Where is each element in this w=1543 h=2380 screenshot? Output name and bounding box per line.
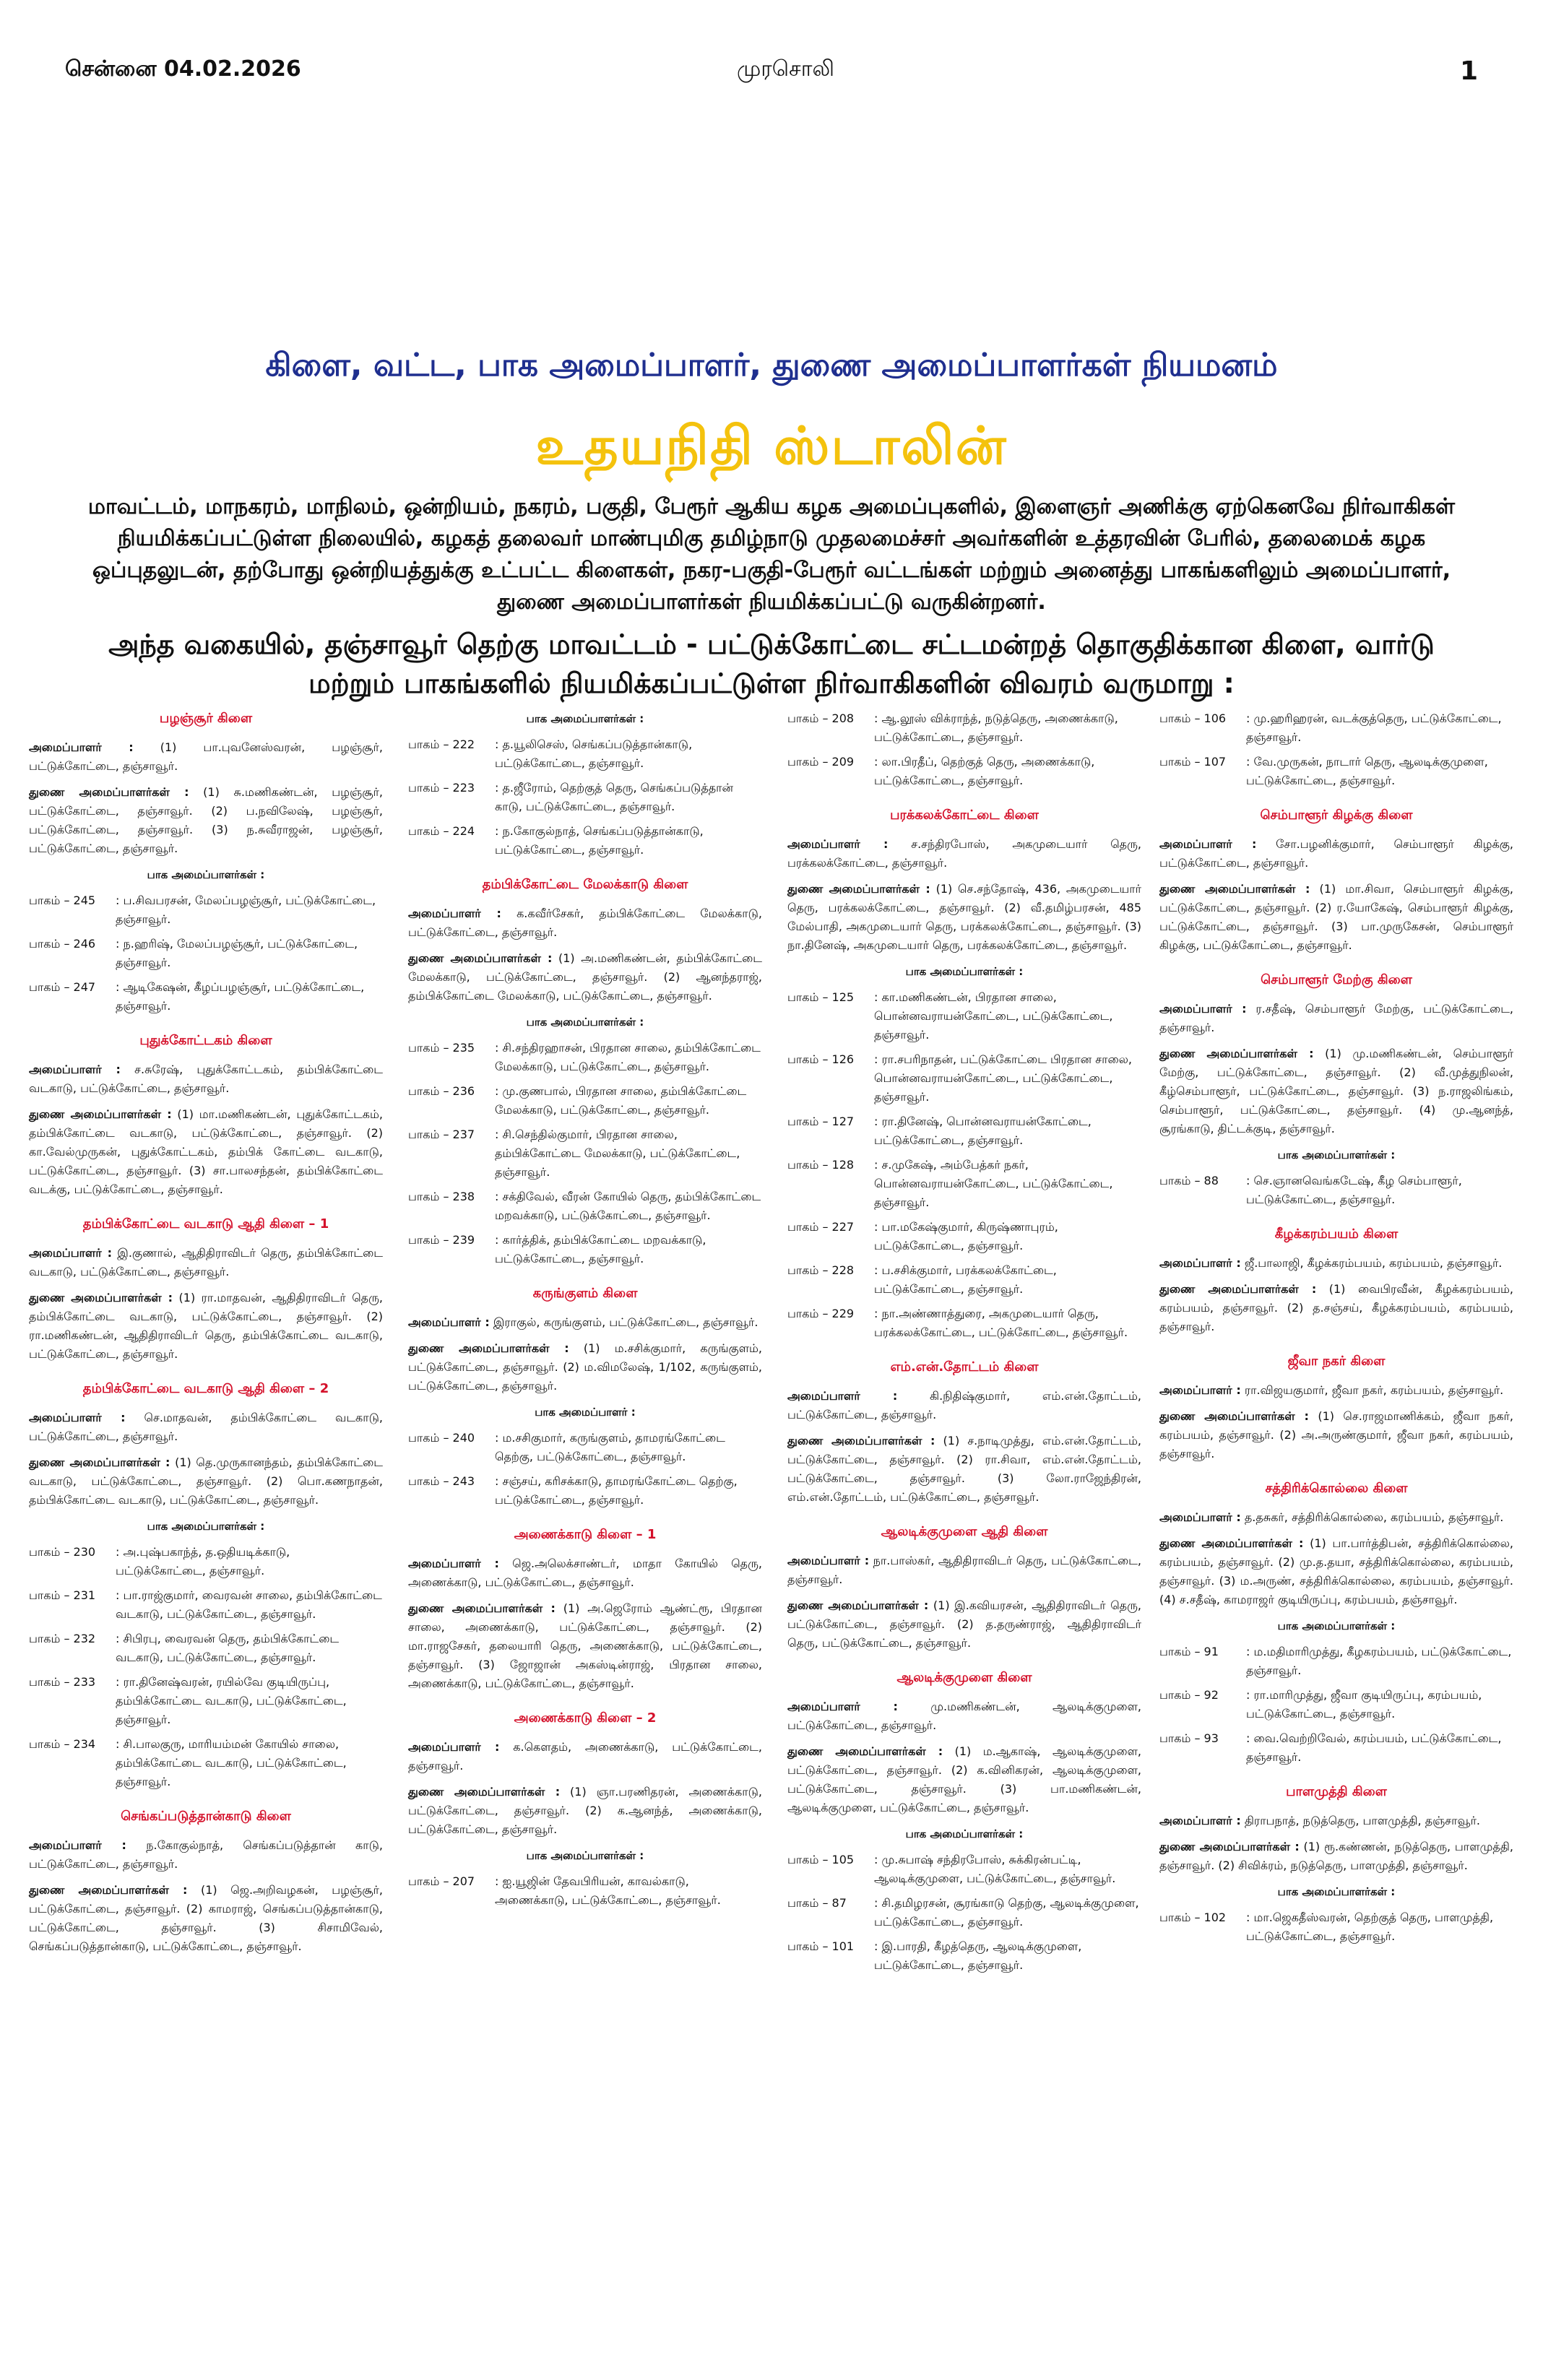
booth-number: பாகம் – 228 [787,1263,855,1277]
office-bearer-entry [408,949,762,1005]
booth-organiser: : ம.சசிகுமார், கருங்குளம், தாமரங்கோட்டை தெற்கு, பட்டுக்கோட்டை, தஞ்சாவூர். [495,1431,725,1463]
booth-heading: பாக அமைப்பாளர்கள் : [1277,1619,1396,1632]
branch-title: சத்திரிக்கொல்லை கிளை [1265,1481,1408,1496]
branch-section [1159,971,1513,1209]
office-bearer-entry [1159,1407,1513,1463]
office-bearer-entry [408,1599,762,1693]
booth-number: பாகம் – 223 [408,781,475,795]
office-bearer-entry [1159,835,1513,873]
role-label: அமைப்பாளர் : [29,1063,121,1076]
role-label: துணை அமைப்பாளர்கள் : [29,1107,172,1121]
office-bearer-names: ச.சந்திரபோஸ், அகமுடையார் தெரு, பரக்கலக்கோட்டை, தஞ்சாவூர். [787,837,1142,870]
booth-organiser: : ரா.சபரிநாதன், பட்டுக்கோட்டை பிரதான சாலை, பொன்னவராயன்கோட்டை, பட்டுக்கோட்டை, தஞ்சாவூர். [874,1052,1132,1104]
branch-section [408,709,762,860]
role-label: அமைப்பாளர் : [29,1411,126,1424]
branch-section [1159,1352,1513,1463]
booth-number: பாகம் – 243 [408,1474,475,1488]
column-3 [787,693,1141,1981]
branch-section [408,1526,762,1693]
branch-section [1159,806,1513,955]
booth-organiser: : ந.கோகுல்நாத், செங்கப்படுத்தான்காடு, பட்டுக்கோட்டை, தஞ்சாவூர். [495,824,704,857]
booth-number: பாகம் – 239 [408,1233,475,1247]
office-bearer-names: க.கௌதம், அணைக்காடு, பட்டுக்கோட்டை, தஞ்சாவூர். [408,1740,763,1773]
office-bearer-names: ர.சதீஷ், செம்பாளூர் மேற்கு, பட்டுக்கோட்டை, தஞ்சாவூர். [1159,1002,1514,1034]
booth-number: பாகம் – 126 [787,1052,855,1066]
office-bearer-names: திராபநாத், நடுத்தெரு, பாளமுத்தி, தஞ்சாவூர். [1240,1814,1481,1827]
branch-title: ஆலடிக்குமுளை ஆதி கிளை [881,1524,1048,1539]
booth-organiser: : கா.மணிகண்டன், பிரதான சாலை, பொன்னவராயன்கோட்டை, பட்டுக்கோட்டை, தஞ்சாவூர். [874,990,1113,1042]
booth-row [408,1039,762,1076]
office-bearer-entry [787,1552,1141,1589]
booth-number: பாகம் – 105 [787,1853,855,1866]
booth-number: பாகம் – 125 [787,990,855,1004]
office-bearer-names: (1) பா.புவனேஸ்வரன், பழஞ்சூர், பட்டுக்கோட்டை, தஞ்சாவூர். [29,740,383,773]
booth-row [787,1894,1141,1931]
branch-title: பாளமுத்தி கிளை [1286,1784,1387,1799]
role-label: துணை அமைப்பாளர்கள் : [1159,1282,1317,1296]
branch-section [1159,1783,1513,1946]
role-label: துணை அமைப்பாளர்கள் : [29,1291,173,1304]
booth-organiser: : ம.மதிமாரிமுத்து, கீழகரம்பயம், பட்டுக்கோட்டை, தஞ்சாவூர். [1246,1645,1512,1677]
booth-number: பாகம் – 208 [787,711,855,725]
booth-row [1159,1172,1513,1209]
branch-title: ஜீவா நகர் கிளை [1287,1354,1386,1369]
booth-number: பாகம் – 246 [29,937,96,951]
role-label: அமைப்பாளர் : [1159,1256,1241,1270]
office-bearer-names: நா.பாஸ்கர், ஆதிதிராவிடர் தெரு, பட்டுக்கோட்டை, தஞ்சாவூர். [787,1554,1141,1586]
booth-row [408,779,762,816]
office-bearer-entry [787,1387,1141,1424]
booth-row [29,1735,383,1791]
booth-organiser: : த.ஜீரோம், தெற்குத் தெரு, செங்கப்படுத்தான் காடு, பட்டுக்கோட்டை, தஞ்சாவூர். [495,781,734,813]
office-bearer-entry [1159,1280,1513,1336]
booth-row [408,1872,762,1910]
role-label: துணை அமைப்பாளர்கள் : [29,1883,188,1897]
office-bearer-names: (1) மா.சிவா, செம்பாளூர் கிழக்கு, பட்டுக்கோட்டை, தஞ்சாவூர். (2) ர.யோகேஷ், செம்பாளூர் கிழக்கு, பட்டுக்கோட்டை, தஞ்சாவூர். (3) பா.முருகேசன், செம்பாளூர் கிழக்கு, பட்டுக்கோட்டை, தஞ்சாவூர். [1159,882,1513,952]
branch-title: பழஞ்சூர் கிளை [159,711,253,726]
booth-organiser: : ஆ.லூஸ் விக்ராந்த், நடுத்தெரு, அணைக்காடு, பட்டுக்கோட்டை, தஞ்சாவூர். [874,711,1118,744]
branch-section [29,1380,383,1791]
role-label: துணை அமைப்பாளர்கள் : [787,882,930,896]
office-bearer-names: இராகுல், கருங்குளம், பட்டுக்கோட்டை, தஞ்சாவூர். [489,1315,758,1329]
role-label: துணை அமைப்பாளர்கள் : [1159,1536,1304,1550]
booth-organiser: : மா.ஜெகதீஸ்வரன், தெற்குத் தெரு, பாளமுத்தி, பட்டுக்கோட்டை, தஞ்சாவூர். [1246,1911,1494,1943]
branch-title: தம்பிக்கோட்டை மேலக்காடு கிளை [482,877,688,892]
branch-section [787,709,1141,790]
booth-row [408,1472,762,1510]
booth-number: பாகம் – 233 [29,1675,96,1689]
booth-organiser: : சி.தமிழரசன், சூரங்காடு தெற்கு, ஆலடிக்குமுளை, பட்டுக்கோட்டை, தஞ்சாவூர். [874,1896,1139,1929]
office-bearer-names: (1) வைபிரவீன், கீழக்கரம்பயம், கரம்பயம், தஞ்சாவூர். (2) த.சஞ்சய், கீழக்கரம்பயம், கரம்பயம், தஞ்சாவூர். [1159,1282,1513,1333]
booth-number: பாகம் – 88 [1159,1174,1219,1187]
role-label: துணை அமைப்பாளர்கள் : [787,1598,929,1612]
office-bearer-names: (1) சு.மணிகண்டன், பழஞ்சூர், பட்டுக்கோட்டை, தஞ்சாவூர். (2) ப.நவிலேஷ், பழஞ்சூர், பட்டுக்கோட்டை, தஞ்சாவூர். (3) ந.சுவீராஜன், பழஞ்சூர், பட்டுக்கோட்டை, தஞ்சாவூர். [29,785,383,855]
office-bearer-names: இ.குணால், ஆதிதிராவிடர் தெரு, தம்பிக்கோட்டை வடகாடு, பட்டுக்கோட்டை, தஞ்சாவூர். [29,1246,384,1278]
booth-number: பாகம் – 207 [408,1874,475,1888]
booth-row [787,1261,1141,1299]
booth-heading: பாக அமைப்பாளர்கள் : [526,1016,644,1029]
booth-row [787,1218,1141,1255]
booth-number: பாகம் – 236 [408,1084,475,1098]
role-label: அமைப்பாளர் : [29,1838,126,1852]
branch-section [29,1215,383,1364]
role-label: துணை அமைப்பாளர்கள் : [29,1455,170,1469]
booth-number: பாகம் – 235 [408,1041,475,1055]
branch-title: பரக்கலக்கோட்டை கிளை [890,808,1039,823]
booth-organiser: : மு.சுபாஷ் சந்திரபோஸ், சுக்கிரன்பட்டி, ஆலடிக்குமுளை, பட்டுக்கோட்டை, தஞ்சாவூர். [874,1853,1116,1885]
office-bearer-names: (1) அ.மணிகண்டன், தம்பிக்கோட்டை மேலக்காடு, பட்டுக்கோட்டை, தஞ்சாவூர். (2) ஆனந்தராஜ், தம்பிக்கோட்டை மேலக்காடு, பட்டுக்கோட்டை, தஞ்சாவூர். [408,951,763,1003]
booth-row [1159,1643,1513,1680]
office-bearer-entry [29,1881,383,1956]
booth-number: பாகம் – 247 [29,980,96,994]
booth-heading: பாக அமைப்பாளர் : [535,1406,636,1419]
office-bearer-names: ச.சுரேஷ், புதுக்கோட்டகம், தம்பிக்கோட்டை வடகாடு, பட்டுக்கோட்டை, தஞ்சாவூர். [29,1063,383,1095]
role-label: துணை அமைப்பாளர்கள் : [787,1434,935,1448]
booth-organiser: : ந.ஹரிஷ், மேலப்பழஞ்சூர், பட்டுக்கோட்டை, தஞ்சாவூர். [116,937,358,969]
office-bearer-names: (1) அ.ஜெரோம் ஆண்ட்ரூ, பிரதான சாலை, அணைக்காடு, பட்டுக்கோட்டை, தஞ்சாவூர். (2) மா.ராஜசேகர், தலையாரி தெரு, அணைக்காடு, பட்டுக்கோட்டை, தஞ்சாவூர். (3) ஜோஜான் அகஸ்டின்ராஜ், பிரதான சாலை, அணைக்காடு, பட்டுக்கோட்டை, தஞ்சாவூர். [408,1601,762,1690]
office-bearer-entry [29,1453,383,1510]
branch-section [29,1807,383,1956]
office-bearer-entry [787,1596,1141,1653]
booth-organiser: : ரா.மாரிமுத்து, ஜீவா குடியிருப்பு, கரம்பயம், பட்டுக்கோட்டை, தஞ்சாவூர். [1246,1688,1482,1721]
office-bearer-entry [29,1244,383,1281]
office-bearer-entry [408,1554,762,1592]
office-bearer-names: (1) செ.சந்தோஷ், 436, அகமுடையார் தெரு, பரக்கலக்கோட்டை, தஞ்சாவூர். (2) வீ.தமிழ்பரசன், 485 மேல்பாதி, அகமுடையார் தெரு, பரக்கலக்கோட்டை, தஞ்சாவூர். (3) நா.தினேஷ், அகமுடையார் தெரு, பரக்கலக்கோட்டை, தஞ்சாவூர். [787,882,1141,952]
branch-section [29,709,383,1016]
booth-organiser: : சி.பாலகுரு, மாரியம்மன் கோயில் சாலை, தம்பிக்கோட்டை வடகாடு, பட்டுக்கோட்டை, தஞ்சாவூர். [116,1737,347,1788]
role-label: அமைப்பாளர் : [408,1315,490,1329]
office-bearer-entry [1159,1254,1513,1273]
role-label: துணை அமைப்பாளர்கள் : [1159,1409,1309,1423]
page-number: 1 [1459,56,1478,86]
office-bearer-entry [408,1738,762,1775]
booth-row [787,1050,1141,1107]
role-label: துணை அமைப்பாளர்கள் : [1159,1047,1314,1060]
office-bearer-entry [1159,1381,1513,1400]
office-bearer-names: ஜெ.அலெக்சாண்டர், மாதா கோயில் தெரு, அணைக்காடு, பட்டுக்கோட்டை, தஞ்சாவூர். [408,1557,762,1589]
branch-section [408,875,762,1268]
branch-section [408,1709,762,1910]
booth-number: பாகம் – 101 [787,1939,855,1953]
booth-row [1159,709,1513,747]
booth-row [787,709,1141,747]
role-label: அமைப்பாளர் : [1159,1002,1247,1016]
newspaper-name: முரசொலி [737,56,834,82]
booth-organiser: : ரா.தினேஷ்வரன், ரயில்வே குடியிருப்பு, தம்பிக்கோட்டை வடகாடு, பட்டுக்கோட்டை, தஞ்சாவூர். [116,1675,347,1726]
booth-row [29,891,383,929]
booth-organiser: : சி.சந்திரஹாசன், பிரதான சாலை, தம்பிக்கோட்டை மேலக்காடு, பட்டுக்கோட்டை, தஞ்சாவூர். [495,1041,761,1073]
office-bearer-names: (1) ரூ.கண்ணன், நடுத்தெரு, பாளமுத்தி, தஞ்சாவூர். (2) சிவிக்ரம், நடுத்தெரு, பாளமுத்தி, தஞ்சாவூர். [1159,1840,1513,1872]
booth-row [408,735,762,773]
role-label: துணை அமைப்பாளர்கள் : [29,785,189,799]
booth-number: பாகம் – 91 [1159,1645,1219,1658]
office-bearer-names: கி.நிதிஷ்குமார், எம்.என்.தோட்டம், பட்டுக்கோட்டை, தஞ்சாவூர். [787,1389,1141,1421]
booth-organiser: : பா.மகேஷ்குமார், கிருஷ்ணாபுரம், பட்டுக்கோட்டை, தஞ்சாவூர். [874,1220,1058,1252]
booth-number: பாகம் – 87 [787,1896,847,1910]
booth-organiser: : ரா.தினேஷ், பொன்னவராயன்கோட்டை, பட்டுக்கோட்டை, தஞ்சாவூர். [874,1115,1092,1147]
booth-heading: பாக அமைப்பாளர்கள் : [526,712,644,725]
office-bearer-entry [408,1313,762,1332]
branch-title: தம்பிக்கோட்டை வடகாடு ஆதி கிளை – 2 [82,1381,329,1396]
role-label: அமைப்பாளர் : [29,740,134,754]
booth-number: பாகம் – 92 [1159,1688,1219,1702]
booth-organiser: : ப.சிவபரசன், மேலப்பழஞ்சூர், பட்டுக்கோட்டை, தஞ்சாவூர். [116,893,376,926]
booth-row [787,753,1141,790]
office-bearer-entry [787,880,1141,955]
branch-title: புதுக்கோட்டகம் கிளை [139,1033,272,1048]
branch-title: செம்பாளூர் கிழக்கு கிளை [1260,808,1413,823]
booth-row [29,1586,383,1624]
role-label: அமைப்பாளர் : [1159,1510,1241,1524]
office-bearer-names: ந.கோகுல்நாத், செங்கப்படுத்தான் காடு, பட்டுக்கோட்டை, தஞ்சாவூர். [29,1838,384,1871]
booth-number: பாகம் – 229 [787,1307,855,1320]
office-bearer-names: சோ.பழனிக்குமார், செம்பாளூர் கிழக்கு, பட்டுக்கோட்டை, தஞ்சாவூர். [1159,837,1513,870]
role-label: அமைப்பாளர் : [787,1554,870,1567]
office-bearer-entry [408,904,762,942]
role-label: அமைப்பாளர் : [408,1557,499,1570]
booth-heading: பாக அமைப்பாளர்கள் : [526,1849,644,1862]
booth-number: பாகம் – 231 [29,1588,96,1602]
role-label: அமைப்பாளர் : [408,1740,500,1754]
booth-row [29,1673,383,1729]
booth-number: பாகம் – 227 [787,1220,855,1234]
booth-row [408,822,762,860]
role-label: துணை அமைப்பாளர்கள் : [1159,882,1310,896]
booth-number: பாகம் – 237 [408,1128,475,1141]
office-bearer-names: (1) மு.மணிகண்டன், செம்பாளூர் மேற்கு, பட்டுக்கோட்டை, தஞ்சாவூர். (2) வீ.முத்துநிலன், கீழ்செம்பாளூர், பட்டுக்கோட்டை, தஞ்சாவூர். (3) ந.ராஜலிங்கம், செம்பாளூர், பட்டுக்கோட்டை, தஞ்சாவூர். (4) மு.ஆனந்த், சூரங்காடு, திட்டக்குடி, தஞ்சாவூர். [1159,1047,1514,1135]
booth-organiser: : ப.சசிக்குமார், பரக்கலக்கோட்டை, பட்டுக்கோட்டை, தஞ்சாவூர். [874,1263,1057,1296]
branch-title: அணைக்காடு கிளை – 1 [514,1527,657,1542]
office-bearer-entry [1159,880,1513,955]
role-label: அமைப்பாளர் : [787,1389,898,1403]
booth-number: பாகம் – 224 [408,824,475,838]
booth-organiser: : வே.முருகன், நாடார் தெரு, ஆலடிக்குமுளை, பட்டுக்கோட்டை, தஞ்சாவூர். [1246,755,1488,787]
booth-number: பாகம் – 222 [408,737,475,751]
booth-organiser: : அ.புஷ்பகாந்த், த.ஒதியடிக்காடு, பட்டுக்கோட்டை, தஞ்சாவூர். [116,1545,290,1578]
office-bearer-entry [1159,1000,1513,1037]
booth-row [1159,1686,1513,1723]
office-bearer-entry [787,1432,1141,1507]
booth-number: பாகம் – 127 [787,1115,855,1128]
office-bearer-names: ஜீ.பாலாஜி, கீழக்கரம்பயம், கரம்பயம், தஞ்சாவூர். [1240,1256,1503,1270]
office-bearer-names: (1) இ.கவியரசன், ஆதிதிராவிடர் தெரு, பட்டுக்கோட்டை, தஞ்சாவூர். (2) த.தருண்ராஜ், ஆதிதிராவிடர் தெரு, பட்டுக்கோட்டை, தஞ்சாவூர். [787,1598,1142,1650]
role-label: அமைப்பாளர் : [1159,837,1257,851]
role-label: துணை அமைப்பாளர்கள் : [408,1785,561,1799]
role-label: அமைப்பாளர் : [408,906,501,920]
column-2 [408,693,762,1916]
office-bearer-entry [29,738,383,776]
branch-title: கருங்குளம் கிளை [532,1286,638,1301]
booth-heading: பாக அமைப்பாளர்கள் : [1277,1885,1396,1898]
booth-heading: பாக அமைப்பாளர்கள் : [905,1827,1024,1840]
booth-number: பாகம் – 107 [1159,755,1227,769]
branch-title: தம்பிக்கோட்டை வடகாடு ஆதி கிளை – 1 [82,1216,329,1232]
office-bearer-entry [408,1783,762,1839]
office-bearer-entry [29,1060,383,1098]
branch-section [787,1669,1141,1975]
office-bearer-entry [29,783,383,858]
booth-row [29,1543,383,1580]
booth-row [1159,753,1513,790]
booth-row [408,1125,762,1182]
booth-number: பாகம் – 234 [29,1737,96,1751]
office-bearer-names: த.தசுகர், சத்திரிக்கொல்லை, கரம்பயம், தஞ்சாவூர். [1240,1510,1504,1524]
office-bearer-names: (1) ச.நாடிமுத்து, எம்.என்.தோட்டம், பட்டுக்கோட்டை, தஞ்சாவூர். (2) ரா.சிவா, எம்.என்.தோட்டம், பட்டுக்கோட்டை, தஞ்சாவூர். (3) லோ.ராஜேந்திரன், எம்.என்.தோட்டம், பட்டுக்கோட்டை, தஞ்சாவூர். [787,1434,1141,1504]
booth-row [787,1112,1141,1150]
booth-row [1159,1729,1513,1767]
office-bearer-names: செ.மாதவன், தம்பிக்கோட்டை வடகாடு, பட்டுக்கோட்டை, தஞ்சாவூர். [29,1411,384,1443]
role-label: துணை அமைப்பாளர்கள் : [408,1341,569,1355]
booth-row [29,935,383,972]
office-bearer-names: (1) ரா.மாதவன், ஆதிதிராவிடர் தெரு, தம்பிக்கோட்டை வடகாடு, பட்டுக்கோட்டை, தஞ்சாவூர். (2) ரா.மணிகண்டன், ஆதிதிராவிடர் தெரு, தம்பிக்கோட்டை வடகாடு, பட்டுக்கோட்டை, தஞ்சாவூர். [29,1291,384,1361]
branch-section [408,1284,762,1510]
role-label: அமைப்பாளர் : [1159,1383,1241,1397]
booth-organiser: : வை.வெற்றிவேல், கரம்பயம், பட்டுக்கோட்டை, தஞ்சாவூர். [1246,1731,1502,1764]
branch-section [787,806,1141,1342]
booth-number: பாகம் – 232 [29,1632,96,1645]
office-bearer-names: (1) பா.பார்த்திபன், சத்திரிக்கொல்லை, கரம்பயம், தஞ்சாவூர். (2) மு.த.தயா, சத்திரிக்கொல்லை, கரம்பயம், தஞ்சாவூர். (3) ம.அருண், சத்திரிக்கொல்லை, கரம்பயம், தஞ்சாவூர். (4) ச.சதீஷ், காமராஜர் குடியிருப்பு, கரம்பயம், தஞ்சாவூர். [1159,1536,1513,1606]
office-bearer-names: (1) ஞா.பரணிதரன், அணைக்காடு, பட்டுக்கோட்டை, தஞ்சாவூர். (2) க.ஆனந்த், அணைக்காடு, பட்டுக்கோட்டை, தஞ்சாவூர். [408,1785,762,1836]
office-bearer-entry [29,1105,383,1199]
office-bearer-names: (1) மா.மணிகண்டன், புதுக்கோட்டகம், தம்பிக்கோட்டை வடகாடு, பட்டுக்கோட்டை, தஞ்சாவூர். (2) கா.வேல்முருகன், புதுக்கோட்டகம், தம்பிக் கோட்டை வடகாடு, பட்டுக்கோட்டை, தஞ்சாவூர். (3) சா.பாலசந்தன், தம்பிக்கோட்டை வடக்கு, பட்டுக்கோட்டை, தஞ்சாவூர். [29,1107,383,1196]
office-bearer-names: க.கவீர்சேகர், தம்பிக்கோட்டை மேலக்காடு, பட்டுக்கோட்டை, தஞ்சாவூர். [408,906,763,939]
branch-section [1159,1225,1513,1336]
booth-row [787,988,1141,1044]
office-bearer-entry [1159,1838,1513,1875]
office-bearer-entry [408,1339,762,1395]
booth-row [1159,1908,1513,1946]
booth-organiser: : சிபிரபு, வைரவன் தெரு, தம்பிக்கோட்டை வடகாடு, பட்டுக்கோட்டை, தஞ்சாவூர். [116,1632,340,1664]
booth-number: பாகம் – 209 [787,755,855,769]
booth-heading: பாக அமைப்பாளர்கள் : [1277,1148,1396,1161]
branch-title: எம்.என்.தோட்டம் கிளை [890,1359,1039,1375]
office-bearer-entry [1159,1534,1513,1609]
booth-row [29,978,383,1016]
branch-section [787,1523,1141,1653]
office-bearer-entry [29,1289,383,1364]
branch-title: ஆலடிக்குமுளை கிளை [896,1670,1032,1685]
announcement-name: உதயநிதி ஸ்டாலின் [535,415,1008,476]
column-4 [1159,693,1513,1952]
office-bearer-names: (1) ஜெ.அறிவழகன், பழஞ்சூர், பட்டுக்கோட்டை, தஞ்சாவூர். (2) காமராஜ், செங்கப்படுத்தான்காடு, பட்டுக்கோட்டை, தஞ்சாவூர். (3) சிசாமிவேல், செங்கப்படுத்தான்காடு, பட்டுக்கோட்டை, தஞ்சாவூர். [29,1883,383,1953]
office-bearer-names: (1) ம.சசிக்குமார், கருங்குளம், பட்டுக்கோட்டை, தஞ்சாவூர். (2) ம.விமலேஷ், 1/102, கருங்குளம், பட்டுக்கோட்டை, தஞ்சாவூர். [408,1341,762,1393]
booth-organiser: : இ.பாரதி, கீழத்தெரு, ஆலடிக்குமுளை, பட்டுக்கோட்டை, தஞ்சாவூர். [874,1939,1082,1972]
booth-organiser: : பா.ராஜ்குமார், வைரவன் சாலை, தம்பிக்கோட்டை வடகாடு, பட்டுக்கோட்டை, தஞ்சாவூர். [116,1588,382,1621]
role-label: துணை அமைப்பாளர்கள் : [787,1744,943,1758]
booth-number: பாகம் – 102 [1159,1911,1227,1924]
branch-section [787,1358,1141,1507]
role-label: துணை அமைப்பாளர்கள் : [408,1601,556,1615]
booth-row [408,1429,762,1466]
office-bearer-entry [1159,1508,1513,1527]
booth-number: பாகம் – 93 [1159,1731,1219,1745]
office-bearer-entry [787,1697,1141,1735]
booth-heading: பாக அமைப்பாளர்கள் : [147,868,265,881]
booth-organiser: : மு.ஹரிஹரன், வடக்குத்தெரு, பட்டுக்கோட்டை, தஞ்சாவூர். [1246,711,1502,744]
branch-section [29,1031,383,1199]
booth-organiser: : கார்த்திக், தம்பிக்கோட்டை மறவக்காடு, பட்டுக்கோட்டை, தஞ்சாவூர். [495,1233,706,1265]
booth-organiser: : சஞ்சய், கரிசக்காடு, தாமரங்கோட்டை தெற்கு, பட்டுக்கோட்டை, தஞ்சாவூர். [495,1474,738,1507]
office-bearer-entry [787,1742,1141,1817]
branch-section [1159,1479,1513,1767]
branch-title: அணைக்காடு கிளை – 2 [514,1710,657,1726]
booth-row [408,1082,762,1120]
booth-organiser: : செ.ஞானவெங்கடேஷ், கீழ செம்பாளூர், பட்டுக்கோட்டை, தஞ்சாவூர். [1246,1174,1462,1206]
announcement-title: கிளை, வட்ட, பாக அமைப்பாளர், துணை அமைப்பாளர்கள் நியமனம் [265,347,1278,384]
office-bearer-entry [1159,1812,1513,1830]
booth-organiser: : ஐ.யூஜின் தேவபிரியன், காவல்காடு, அணைக்காடு, பட்டுக்கோட்டை, தஞ்சாவூர். [495,1874,721,1907]
branch-title: செம்பாளூர் மேற்கு கிளை [1261,972,1412,987]
booth-row [408,1187,762,1225]
booth-organiser: : த.யூலிசெஸ், செங்கப்படுத்தான்காடு, பட்டுக்கோட்டை, தஞ்சாவூர். [495,737,693,770]
booth-organiser: : ஆடிகேஷன், கீழப்பழஞ்சூர், பட்டுக்கோட்டை, தஞ்சாவூர். [116,980,365,1013]
booth-number: பாகம் – 240 [408,1431,475,1445]
role-label: அமைப்பாளர் : [787,1700,898,1713]
booth-row [787,1304,1141,1342]
branch-section [1159,709,1513,790]
booth-heading: பாக அமைப்பாளர்கள் : [905,965,1024,978]
booth-row [29,1630,383,1667]
booth-organiser: : ச.முகேஷ், அம்பேத்கர் நகர், பொன்னவராயன்கோட்டை, பட்டுக்கோட்டை, தஞ்சாவூர். [874,1158,1113,1209]
role-label: அமைப்பாளர் : [1159,1814,1241,1827]
office-bearer-names: (1) ம.ஆகாஷ், ஆலடிக்குமுளை, பட்டுக்கோட்டை, தஞ்சாவூர். (2) க.வினிகரன், ஆலடிக்குமுளை, பட்டுக்கோட்டை, தஞ்சாவூர். (3) பா.மணிகண்டன், ஆலடிக்குமுளை, பட்டுக்கோட்டை, தஞ்சாவூர். [787,1744,1141,1814]
office-bearer-names: (1) தெ.முருகானந்தம், தம்பிக்கோட்டை வடகாடு, பட்டுக்கோட்டை, தஞ்சாவூர். (2) பொ.கணநாதன், தம்பிக்கோட்டை வடகாடு, பட்டுக்கோட்டை, தஞ்சாவூர். [29,1455,384,1507]
booth-number: பாகம் – 106 [1159,711,1227,725]
role-label: துணை அமைப்பாளர்கள் : [408,951,553,965]
role-label: துணை அமைப்பாளர்கள் : [1159,1840,1300,1853]
booth-row [408,1231,762,1268]
booth-organiser: : மு.குணபால், பிரதான சாலை, தம்பிக்கோட்டை மேலக்காடு, பட்டுக்கோட்டை, தஞ்சாவூர். [495,1084,747,1117]
booth-number: பாகம் – 238 [408,1190,475,1203]
office-bearer-names: (1) செ.ராஜமாணிக்கம், ஜீவா நகர், கரம்பயம், தஞ்சாவூர். (2) அ.அருண்குமார், ஜீவா நகர், கரம்பயம், தஞ்சாவூர். [1159,1409,1514,1461]
intro-paragraph: மாவட்டம், மாநகரம், மாநிலம், ஒன்றியம், நகரம், பகுதி, பேரூர் ஆகிய கழக அமைப்புகளில், இளைஞர் அணிக்கு ஏற்கெனவே நிர்வாகிகள் நியமிக்கப்பட்டுள்ள நிலையில், கழகத் தலைவர் மாண்புமிகு தமிழ்நாடு முதலமைச்சர் அவர்களின் உத்தரவின் பேரில், தலைமைக் கழக ஒப்புதலுடன், தற்போது ஒன்றியத்துக்கு உட்பட்ட கிளைகள், நகர-பகுதி-பேரூர் வட்டங்கள் மற்றும் அனைத்து பாகங்களிலும் அமைப்பாளர், துணை அமைப்பாளர்கள் நியமிக்கப்பட்டு வருகின்றனர். [87,494,1456,615]
booth-heading: பாக அமைப்பாளர்கள் : [147,1520,265,1533]
booth-number: பாகம் – 230 [29,1545,96,1559]
role-label: அமைப்பாளர் : [787,837,889,851]
booth-row [787,1156,1141,1212]
office-bearer-entry [1159,1044,1513,1138]
booth-row [787,1937,1141,1975]
office-bearer-names: ரா.விஜயகுமார், ஜீவா நகர், கரம்பயம், தஞ்சாவூர். [1240,1383,1504,1397]
page-date: சென்னை 04.02.2026 [65,56,301,82]
branch-title: செங்கப்படுத்தான்காடு கிளை [121,1809,291,1824]
office-bearer-names: மு.மணிகண்டன், ஆலடிக்குமுளை, பட்டுக்கோட்டை, தஞ்சாவூர். [787,1700,1141,1732]
booth-number: பாகம் – 245 [29,893,96,907]
role-label: அமைப்பாளர் : [29,1246,112,1260]
booth-organiser: : நா.அண்ணாத்துரை, அகமுடையார் தெரு, பரக்கலக்கோட்டை, பட்டுக்கோட்டை, தஞ்சாவூர். [874,1307,1128,1339]
booth-organiser: : லா.பிரதீப், தெற்குத் தெரு, அணைக்காடு, பட்டுக்கோட்டை, தஞ்சாவூர். [874,755,1095,787]
office-bearer-entry [787,835,1141,873]
branch-title: கீழக்கரம்பயம் கிளை [1274,1226,1399,1242]
office-bearer-entry [29,1408,383,1446]
column-1 [29,693,383,1963]
booth-row [787,1851,1141,1888]
lead-paragraph: அந்த வகையில், தஞ்சாவூர் தெற்கு மாவட்டம் - பட்டுக்கோட்டை சட்டமன்றத் தொகுதிக்கான கிளை, வார்டு மற்றும் பாகங்களில் நியமிக்கப்பட்டுள்ள நிர்வாகிகளின் விவரம் வருமாறு : [108,628,1435,699]
booth-number: பாகம் – 128 [787,1158,855,1172]
office-bearer-entry [29,1836,383,1874]
booth-organiser: : சக்திவேல், வீரன் கோயில் தெரு, தம்பிக்கோட்டை மறவக்காடு, பட்டுக்கோட்டை, தஞ்சாவூர். [495,1190,761,1222]
booth-organiser: : சி.செந்தில்குமார், பிரதான சாலை, தம்பிக்கோட்டை மேலக்காடு, பட்டுக்கோட்டை, தஞ்சாவூர். [495,1128,740,1179]
